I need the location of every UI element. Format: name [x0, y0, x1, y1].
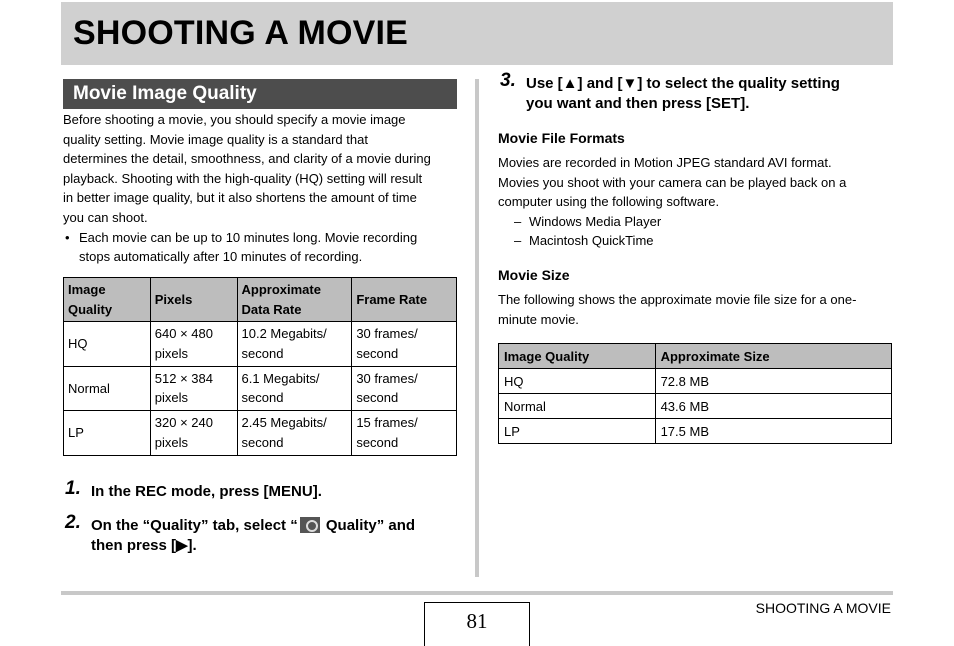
table-cell: HQ [499, 369, 656, 394]
intro-line: quality setting. Movie image quality is a standard that [63, 131, 368, 147]
step-text: Use [▲] and [▼] to select the quality setting [526, 75, 840, 92]
formats-heading: Movie File Formats [498, 130, 625, 146]
footer-rule [61, 591, 893, 595]
header-cell: Image Quality [499, 344, 656, 369]
step-text: On the “Quality” tab, select “ [91, 517, 298, 534]
formats-paragraph: Movies are recorded in Motion JPEG standard AVI format. Movies you shoot with your camera can be played back on a computer using the following software. [498, 155, 847, 210]
table-row [499, 419, 892, 444]
intro-line: Before shooting a movie, you should specify a movie image [63, 112, 406, 127]
column-divider [475, 79, 479, 577]
page-title: SHOOTING A MOVIE [73, 14, 409, 52]
table-cell: 17.5 MB [655, 419, 891, 444]
table-cell: Normal [64, 366, 151, 411]
table-cell: 30 frames/ second [352, 322, 457, 367]
table-cell: HQ [64, 322, 151, 367]
intro-line: you can shoot. [63, 209, 148, 225]
table-cell: 43.6 MB [655, 394, 891, 419]
step-text: then press [▶]. [91, 537, 197, 554]
step-text: In the REC mode, press [MENU]. [91, 483, 322, 500]
bullet-line: stops automatically after 10 minutes of recording. [79, 249, 363, 265]
section-heading: Movie Image Quality [63, 79, 457, 109]
header-cell: Approximate Data Rate [237, 278, 352, 322]
header-cell: Approximate Size [655, 344, 891, 369]
page-number: 81 [424, 602, 530, 646]
bullet-line: Each movie can be up to 10 minutes long. Movie recording [79, 229, 418, 245]
size-heading: Movie Size [498, 267, 570, 283]
step-number: 2. [65, 512, 81, 533]
table-cell: LP [64, 411, 151, 456]
table-cell: 15 frames/ second [352, 411, 457, 456]
table-cell: 30 frames/ second [352, 366, 457, 411]
table-cell: 10.2 Megabits/ second [237, 322, 352, 367]
table-cell: 72.8 MB [655, 369, 891, 394]
table-row [64, 366, 457, 411]
size-table [498, 343, 892, 444]
table-header-row [499, 344, 892, 369]
table-cell: 6.1 Megabits/ second [237, 366, 352, 411]
intro-line: determines the detail, smoothness, and clarity of a movie during [63, 151, 431, 167]
left-column [63, 79, 457, 267]
intro-line: in better image quality, but it also shortens the amount of time [63, 190, 417, 206]
movie-quality-icon [300, 517, 320, 533]
table-row [499, 369, 892, 394]
table-cell: 320 × 240 pixels [150, 411, 237, 456]
header-cell: Pixels [150, 278, 237, 322]
step-number: 1. [65, 478, 81, 499]
step-text: you want and then press [SET]. [526, 95, 750, 112]
title-bar [61, 2, 893, 65]
footer-section-label: SHOOTING A MOVIE [755, 600, 891, 616]
table-row [499, 394, 892, 419]
table-cell: 640 × 480 pixels [150, 322, 237, 367]
intro-line: playback. Shooting with the high-quality (HQ) setting will result [63, 170, 423, 186]
header-cell: Image Quality [64, 278, 151, 322]
bullet-note [63, 228, 457, 267]
table-cell: LP [499, 419, 656, 444]
software-item: – Windows Media Player [514, 214, 662, 229]
table-row [64, 322, 457, 367]
step-text: Quality” and [321, 517, 416, 534]
table-cell: 512 × 384 pixels [150, 366, 237, 411]
table-row [64, 411, 457, 456]
table-cell: Normal [499, 394, 656, 419]
size-paragraph: The following shows the approximate movie file size for a one- minute movie. [498, 292, 857, 327]
table-header-row [64, 278, 457, 322]
table-cell: 2.45 Megabits/ second [237, 411, 352, 456]
software-item: – Macintosh QuickTime [514, 233, 654, 248]
intro-paragraph [63, 110, 457, 228]
bullet-dot: • [65, 229, 70, 245]
quality-table [63, 277, 457, 456]
step-number: 3. [500, 70, 516, 91]
header-cell: Frame Rate [352, 278, 457, 322]
